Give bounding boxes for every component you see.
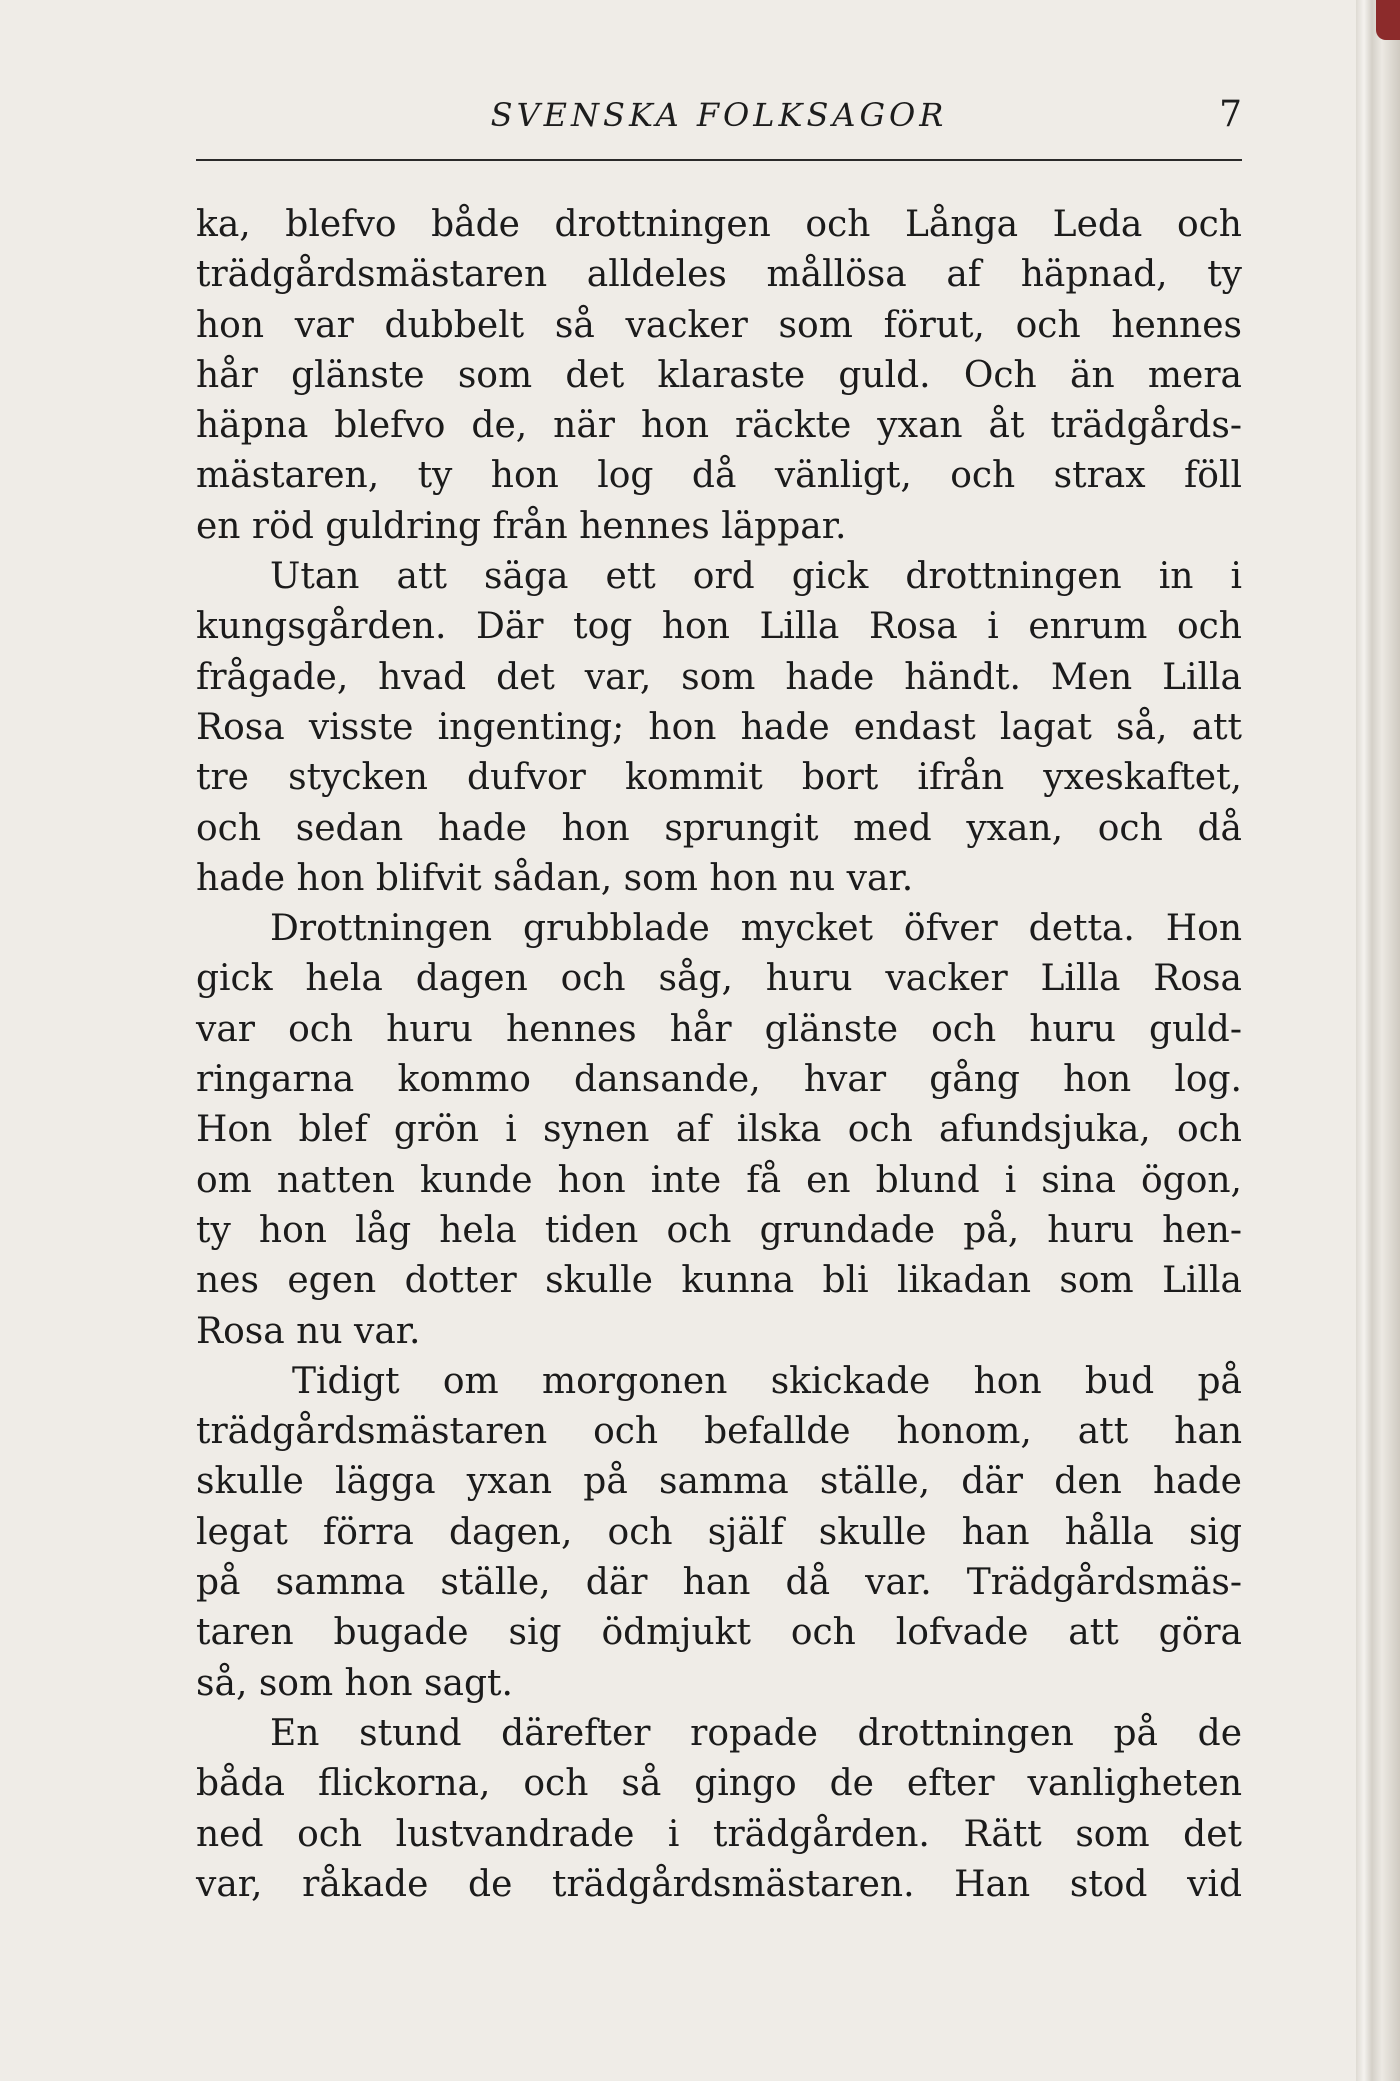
body-text: [196, 200, 1242, 1910]
text-line: häpna blefvo de, när hon räckte yxan åt trädgårds-: [196, 405, 1242, 447]
text-line: Utan att säga ett ord gick drottningen in i: [270, 556, 1242, 598]
text-line: ned och lustvandrade i trädgården. Rätt som det: [196, 1813, 1242, 1855]
text-line: Tidigt om morgonen skickade hon bud på: [292, 1360, 1242, 1402]
text-line: tre stycken dufvor kommit bort ifrån yxeskaftet,: [196, 757, 1242, 799]
text-line: legat förra dagen, och själf skulle han hålla sig: [196, 1511, 1242, 1553]
text-line: mästaren, ty hon log då vänligt, och strax föll: [196, 455, 1242, 497]
text-line: ty hon låg hela tiden och grundade på, huru hen-: [196, 1209, 1242, 1251]
text-line: var och huru hennes hår glänste och huru guld-: [196, 1008, 1242, 1050]
text-line: nes egen dotter skulle kunna bli likadan som Lilla: [196, 1260, 1242, 1302]
ribbon-mark: [1376, 0, 1400, 40]
text-line: på samma ställe, där han då var. Trädgårdsmäs-: [196, 1562, 1242, 1604]
text-line: trädgårdsmästaren alldeles mållösa af häpnad, ty: [196, 254, 1242, 296]
text-line: kungsgården. Där tog hon Lilla Rosa i enrum och: [196, 606, 1242, 648]
running-title: SVENSKA FOLKSAGOR: [490, 96, 948, 134]
text-line: Rosa visste ingenting; hon hade endast lagat så, att: [196, 706, 1242, 748]
text-line: om natten kunde hon inte få en blund i sina ögon,: [196, 1159, 1242, 1201]
text-line: hade hon blifvit sådan, som hon nu var.: [196, 857, 914, 899]
text-line: skulle lägga yxan på samma ställe, där den hade: [196, 1461, 1242, 1503]
text-line: hon var dubbelt så vacker som förut, och hennes: [196, 304, 1242, 346]
text-line: var, råkade de trädgårdsmästaren. Han stod vid: [196, 1863, 1242, 1905]
text-line: Hon blef grön i synen af ilska och afundsjuka, och: [196, 1109, 1242, 1151]
text-line: så, som hon sagt.: [196, 1662, 513, 1704]
text-line: ka, blefvo både drottningen och Långa Leda och: [196, 204, 1242, 245]
text-line: taren bugade sig ödmjukt och lofvade att göra: [196, 1612, 1242, 1654]
text-line: hår glänste som det klaraste guld. Och än mera: [196, 354, 1242, 396]
text-line: båda flickorna, och så gingo de efter vanligheten: [196, 1763, 1242, 1805]
text-line: En stund därefter ropade drottningen på de: [270, 1712, 1242, 1754]
page-binding-edge: [1356, 0, 1400, 2081]
page-number: 7: [1219, 94, 1242, 135]
text-line: Drottningen grubblade mycket öfver detta. Hon: [270, 908, 1242, 950]
text-line: frågade, hvad det var, som hade händt. Men Lilla: [196, 656, 1242, 698]
text-line: trädgårdsmästaren och befallde honom, att han: [196, 1411, 1242, 1453]
text-line: och sedan hade hon sprungit med yxan, och då: [196, 807, 1242, 849]
text-line: Rosa nu var.: [196, 1310, 421, 1352]
text-line: gick hela dagen och såg, huru vacker Lilla Rosa: [196, 958, 1242, 1000]
text-line: ringarna kommo dansande, hvar gång hon log.: [196, 1059, 1242, 1101]
header-rule: [196, 159, 1242, 161]
page-header: [196, 96, 1242, 140]
text-line: en röd guldring från hennes läppar.: [196, 505, 847, 547]
